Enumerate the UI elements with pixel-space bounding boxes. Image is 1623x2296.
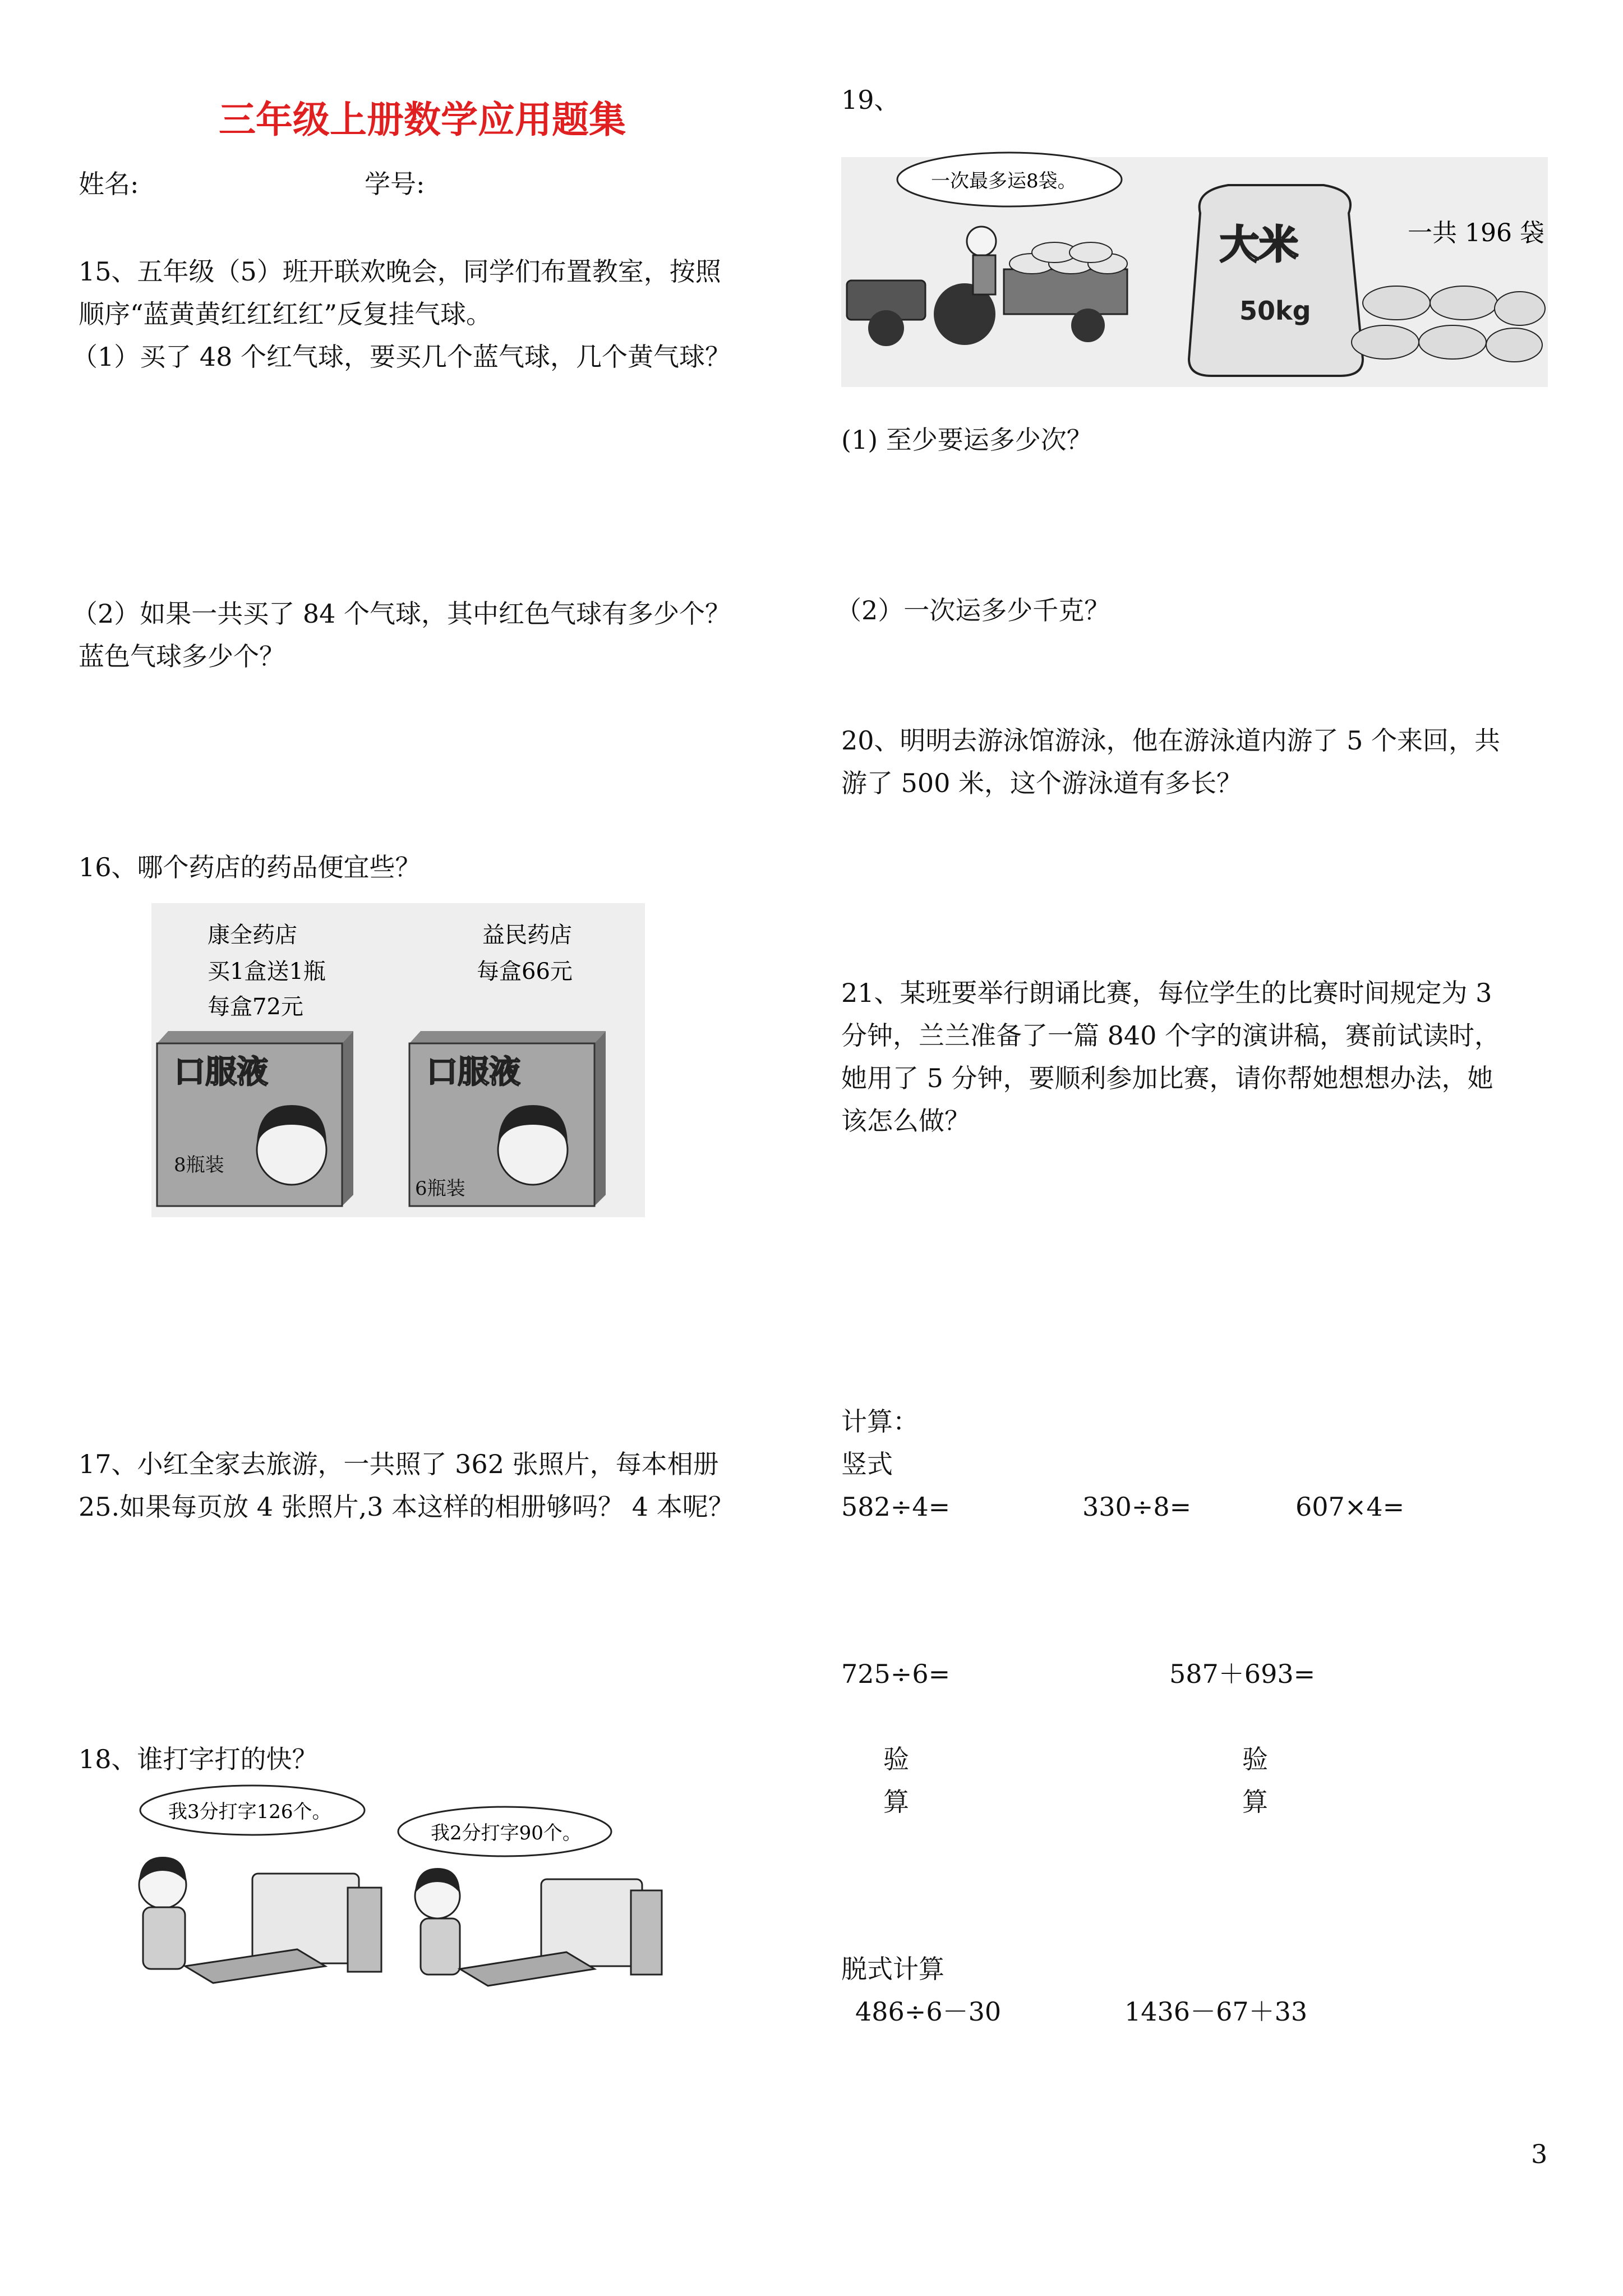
q21-line2: 分钟，兰兰准备了一篇 840 个字的演讲稿，赛前试读时， xyxy=(841,1020,1501,1051)
box1-top xyxy=(157,1031,353,1043)
q21-line1: 21、某班要举行朗诵比赛，每位学生的比赛时间规定为 3 xyxy=(841,978,1492,1008)
box2-brand: 口服液 xyxy=(426,1053,520,1091)
rice-sack-icon xyxy=(1189,185,1363,376)
check-label-1-top: 验 xyxy=(883,1744,909,1774)
page-title: 三年级上册数学应用题集 xyxy=(219,98,626,141)
q20-line2: 游了 500 米，这个游泳道有多长？ xyxy=(841,768,1243,798)
name-label: 姓名: xyxy=(79,169,139,199)
step-calc-label: 脱式计算 xyxy=(841,1954,944,1984)
rice-transport-svg xyxy=(841,146,1548,398)
driver-body-icon xyxy=(973,255,995,295)
pharmacy-illustration xyxy=(151,903,645,1217)
trailer-wheel-icon xyxy=(1071,309,1105,342)
tractor-front-wheel-icon xyxy=(868,310,904,346)
box1-side xyxy=(342,1031,353,1206)
trailer-icon xyxy=(1004,269,1127,314)
pile-sack-icon xyxy=(1352,325,1419,359)
expr-330-div-8: 330÷8= xyxy=(1082,1492,1192,1522)
pile-sack-icon xyxy=(1419,325,1486,359)
q21-line4: 该怎么做？ xyxy=(841,1106,970,1136)
typing-illustration xyxy=(123,1781,673,1994)
vertical-calc-label: 竖式 xyxy=(841,1449,893,1479)
expr-582-div-4: 582÷4= xyxy=(841,1492,951,1522)
cart-sack-icon xyxy=(1069,242,1112,263)
student-number-label: 学号: xyxy=(365,169,425,199)
q21-line3: 她用了 5 分钟，要顺利参加比赛，请你帮她想想办法，她 xyxy=(841,1063,1493,1093)
box2-top xyxy=(409,1031,606,1043)
store1-price: 每盒72元 xyxy=(208,994,303,1020)
box2-pack: 6瓶装 xyxy=(415,1177,465,1200)
typing-svg xyxy=(123,1781,673,1994)
q15-part2-line2: 蓝色气球多少个？ xyxy=(79,641,285,671)
q17-line2: 25.如果每页放 4 张照片,3 本这样的相册够吗？ 4 本呢？ xyxy=(79,1492,734,1522)
box1-brand: 口服液 xyxy=(174,1053,268,1091)
expr-587-plus-693: 587＋693= xyxy=(1169,1659,1316,1689)
q15-part2-line1: （2）如果一共买了 84 个气球，其中红色气球有多少个？ xyxy=(72,599,731,629)
calc-heading: 计算： xyxy=(841,1406,919,1437)
pile-sack-icon xyxy=(1495,292,1545,325)
q19-bubble-text: 一次最多运8袋。 xyxy=(931,170,1077,192)
q16-question: 16、哪个药店的药品便宜些？ xyxy=(79,852,421,882)
q18-question: 18、谁打字打的快？ xyxy=(79,1744,318,1774)
bubble1-text: 我3分打字126个。 xyxy=(168,1801,331,1823)
rice-sack-weight: 50kg xyxy=(1239,296,1311,326)
q19-part2: （2）一次运多少千克？ xyxy=(836,595,1110,625)
q19-label: 19、 xyxy=(841,85,900,115)
box1-pack: 8瓶装 xyxy=(174,1154,224,1176)
keyboard2-icon xyxy=(460,1952,594,1986)
boy-body-icon xyxy=(143,1907,185,1969)
rice-total: 一共 196 袋 xyxy=(1408,219,1544,247)
girl-body-icon xyxy=(421,1918,460,1975)
q15-part1: （1）买了 48 个红气球，要买几个蓝气球，几个黄气球？ xyxy=(72,342,731,372)
driver-head-icon xyxy=(967,227,996,256)
q15-line1: 15、五年级（5）班开联欢晚会，同学们布置教室，按照 xyxy=(79,256,721,287)
q15-line2: 顺序“蓝黄黄红红红红”反复挂气球。 xyxy=(79,299,492,329)
pharmacy-svg xyxy=(151,903,645,1217)
store2-price: 每盒66元 xyxy=(477,959,573,984)
expr-607-times-4: 607×4= xyxy=(1295,1492,1405,1522)
box2-side xyxy=(594,1031,606,1206)
q19-part1: (1) 至少要运多少次？ xyxy=(841,425,1092,455)
step-expr-1: 486÷6－30 xyxy=(855,1996,1002,2027)
q20-line1: 20、明明去游泳馆游泳，他在游泳道内游了 5 个来回，共 xyxy=(841,725,1501,756)
q17-line1: 17、小红全家去旅游，一共照了 362 张照片，每本相册 xyxy=(79,1449,719,1479)
rice-sack-label: 大米 xyxy=(1220,221,1298,268)
check-label-2-top: 验 xyxy=(1242,1744,1268,1774)
expr-725-div-6: 725÷6= xyxy=(841,1659,951,1689)
page-number: 3 xyxy=(1531,2139,1548,2169)
store1-name: 康全药店 xyxy=(208,922,297,948)
store1-deal: 买1盒送1瓶 xyxy=(208,959,326,984)
pile-sack-icon xyxy=(1363,286,1430,320)
check-label-2-bottom: 算 xyxy=(1242,1787,1268,1817)
step-expr-2: 1436－67＋33 xyxy=(1124,1996,1308,2027)
pile-sack-icon xyxy=(1430,286,1497,320)
pile-sack-icon xyxy=(1486,328,1542,362)
rice-transport-illustration xyxy=(841,146,1548,398)
bubble2-text: 我2分打字90个。 xyxy=(431,1822,582,1844)
computer1-tower-icon xyxy=(348,1888,381,1972)
check-label-1-bottom: 算 xyxy=(883,1787,909,1817)
computer1-monitor-icon xyxy=(252,1874,359,1963)
store2-name: 益民药店 xyxy=(482,922,572,948)
computer2-tower-icon xyxy=(631,1890,662,1975)
